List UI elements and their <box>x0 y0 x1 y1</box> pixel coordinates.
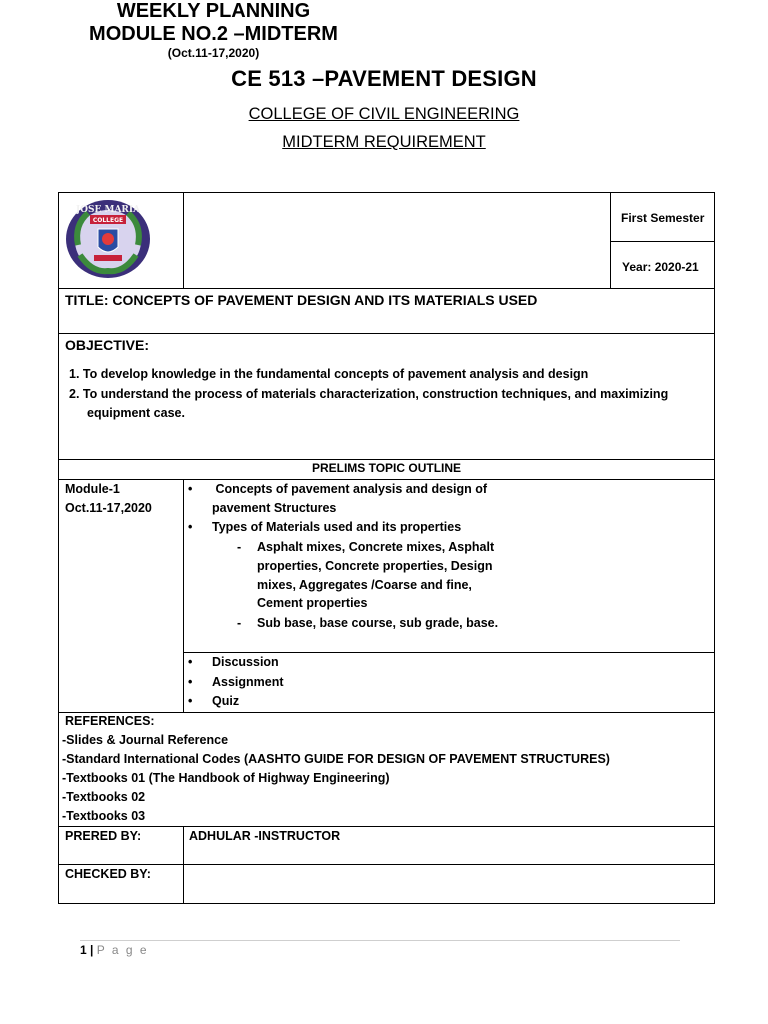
checked-by-label: CHECKED BY: <box>65 867 151 881</box>
objective-item: equipment case. <box>87 406 185 420</box>
subtopic-item: - Asphalt mixes, Concrete mixes, Asphalt <box>257 538 494 557</box>
subtopic-item-cont: Cement properties <box>257 596 368 610</box>
reference-item: -Slides & Journal Reference <box>62 733 229 747</box>
module-name: Module-1 <box>65 482 120 496</box>
references-heading: REFERENCES: <box>65 714 155 728</box>
prepared-by-value: ADHULAR -INSTRUCTOR <box>189 829 341 843</box>
activity-item: • Assignment <box>212 673 284 692</box>
reference-item: -Standard International Codes (AASHTO GUIDE FOR DESIGN OF PAVEMENT STRUCTURES) <box>62 752 610 766</box>
title-row: TITLE: CONCEPTS OF PAVEMENT DESIGN AND ITS MATERIALS USED <box>65 292 538 308</box>
semester-label: First Semester <box>621 211 705 225</box>
objective-heading: OBJECTIVE: <box>65 337 150 353</box>
module-dates: (Oct.11-17,2020) <box>167 46 260 60</box>
topic-item: • Types of Materials used and its properties <box>212 518 461 537</box>
module-dates-cell: Oct.11-17,2020 <box>65 501 152 515</box>
requirement-label: MIDTERM REQUIREMENT <box>282 133 486 151</box>
course-title: CE 513 –PAVEMENT DESIGN <box>231 66 537 91</box>
page-number: 1 <box>80 943 87 957</box>
reference-item: -Textbooks 02 <box>62 790 146 804</box>
subtopic-item-cont: mixes, Aggregates /Coarse and fine, <box>257 578 472 592</box>
college-logo <box>64 199 152 286</box>
reference-item: -Textbooks 01 (The Handbook of Highway Engineering) <box>62 771 390 785</box>
module-title: MODULE NO.2 –MIDTERM <box>89 23 338 45</box>
topic-item-cont: pavement Structures <box>212 501 337 515</box>
prepared-by-label: PRERED BY: <box>65 829 142 843</box>
svg-text:JOSE MARIA: JOSE MARIA <box>75 205 141 215</box>
objective-item: 1. To develop knowledge in the fundamental concepts of pavement analysis and design <box>69 367 589 381</box>
objective-item: 2. To understand the process of materials characterization, construction techniques, and maximizing <box>69 387 669 401</box>
page-footer <box>80 943 149 957</box>
reference-item: -Textbooks 03 <box>62 809 146 823</box>
topic-item: • Concepts of pavement analysis and design of <box>212 480 487 499</box>
year-label: Year: 2020-21 <box>622 260 699 274</box>
svg-text:COLLEGE: COLLEGE <box>92 217 124 224</box>
college-name: COLLEGE OF CIVIL ENGINEERING <box>248 105 520 123</box>
weekly-planning-title: WEEKLY PLANNING <box>116 0 311 22</box>
subtopic-item: - Sub base, base course, sub grade, base. <box>257 614 498 633</box>
subtopic-item-cont: properties, Concrete properties, Design <box>257 559 493 573</box>
page-separator: | <box>86 943 97 957</box>
activity-item: • Discussion <box>212 653 279 672</box>
activity-item: • Quiz <box>212 692 239 711</box>
page-word: P a g e <box>96 943 149 957</box>
footer-rule <box>80 940 680 941</box>
outline-heading: PRELIMS TOPIC OUTLINE <box>311 461 462 475</box>
